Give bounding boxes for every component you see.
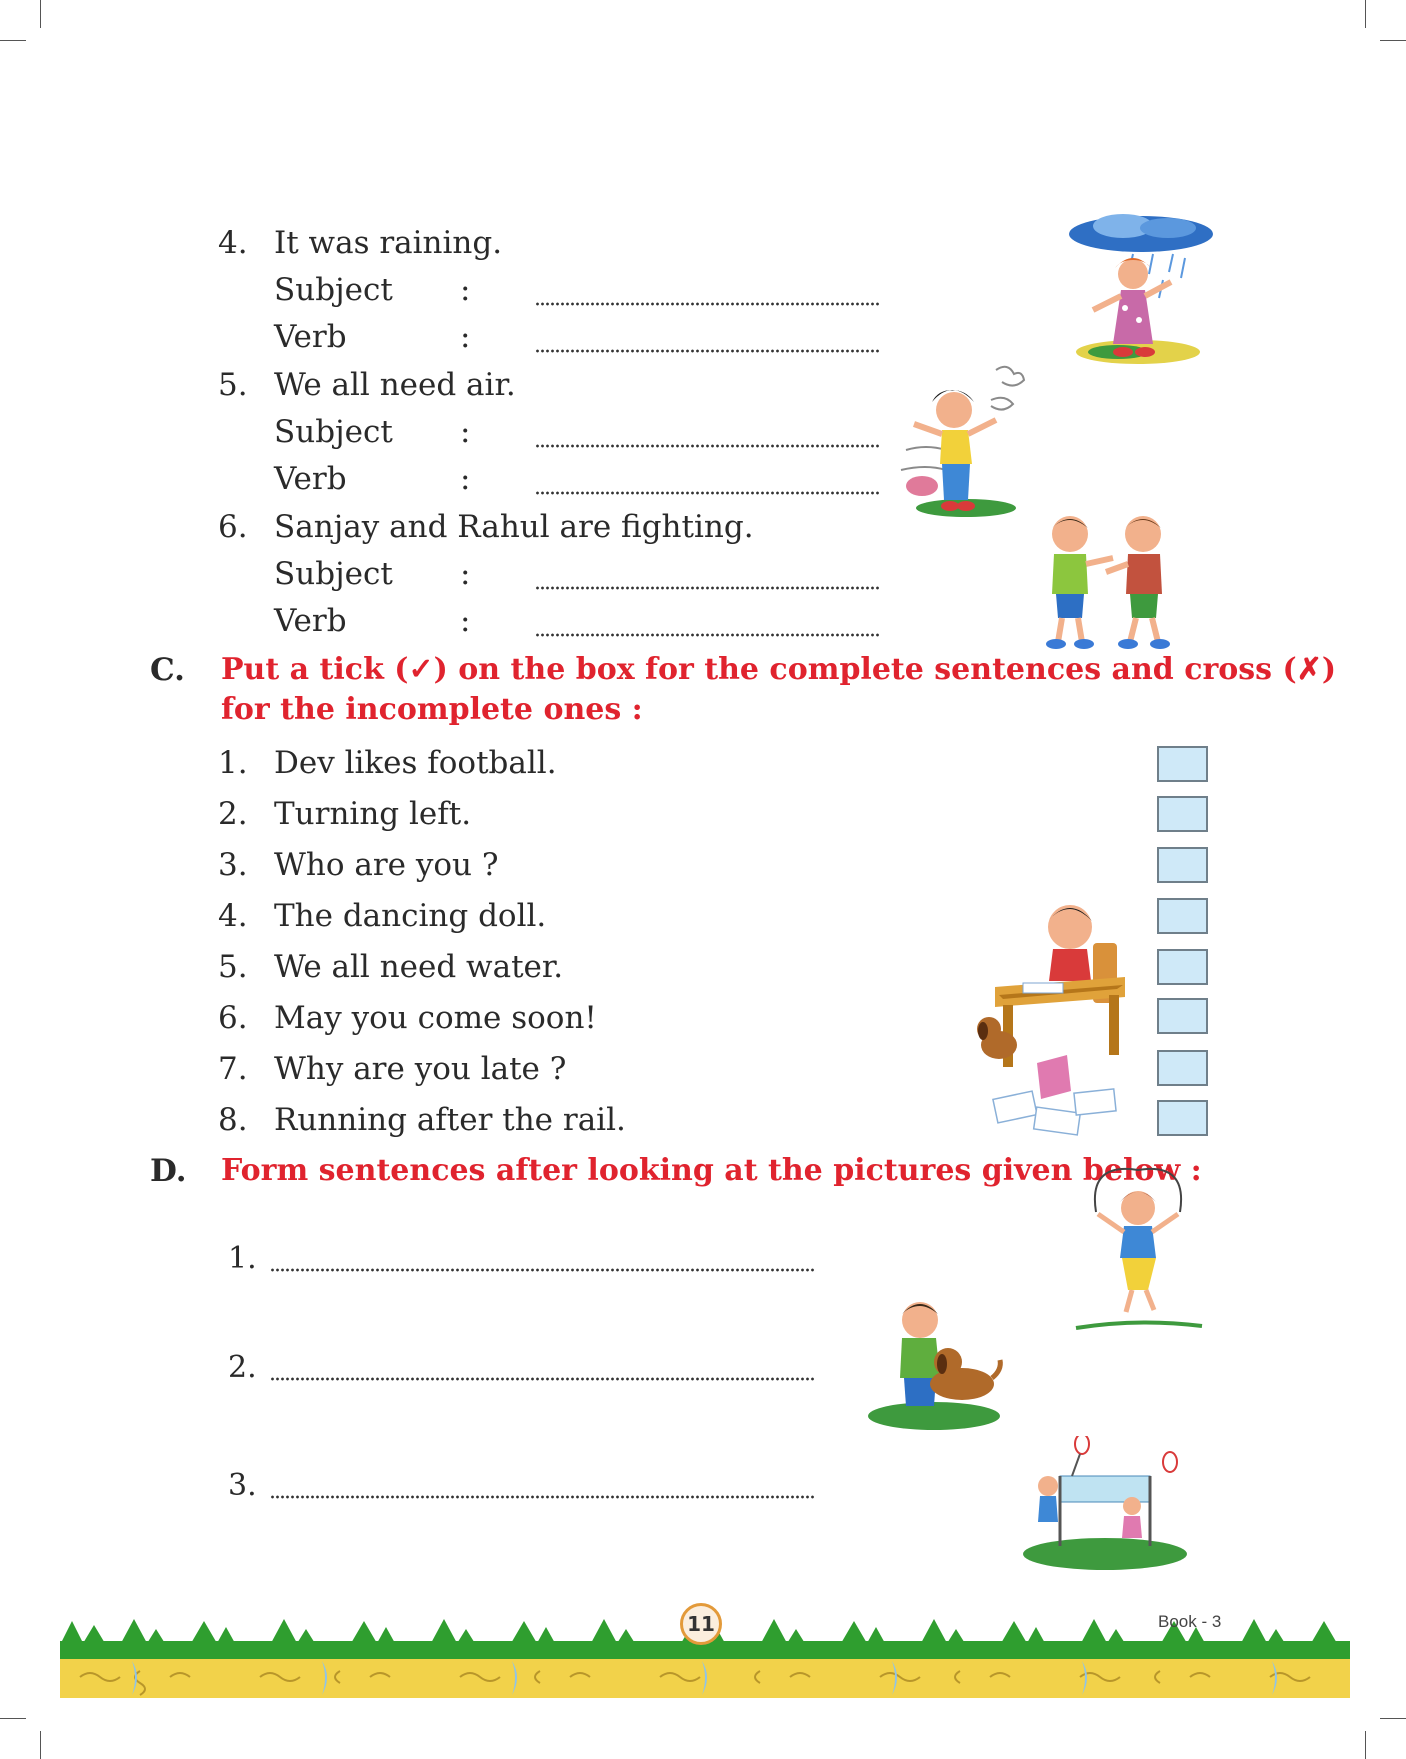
tick-box[interactable] [1157,1050,1208,1086]
sentence-answer-line[interactable] [270,1377,815,1381]
colon: : [460,556,471,592]
item-sentence: Dev likes football. [274,745,557,781]
item-number: 7. [218,1051,248,1087]
boys-fighting-illustration [1018,508,1198,653]
item-sentence: Turning left. [274,796,472,832]
section-letter-d: D. [150,1153,187,1189]
girl-in-rain-illustration [1063,212,1213,367]
section-letter-c: C. [150,652,185,688]
item-sentence: Who are you ? [274,847,499,883]
girl-in-wind-illustration [896,360,1036,520]
crop-mark [1380,40,1406,41]
item-sentence: May you come soon! [274,1000,597,1036]
item-number: 5. [218,949,248,985]
verb-label: Verb [274,319,347,355]
subject-label: Subject [274,414,393,450]
tick-box[interactable] [1157,949,1208,985]
boy-with-dog-illustration [862,1298,1012,1433]
crop-mark [1365,0,1366,28]
item-number: 1. [218,745,248,781]
subject-label: Subject [274,272,393,308]
line-number: 1. [228,1241,257,1276]
crop-mark [1365,1731,1366,1759]
verb-answer-line[interactable] [535,491,880,495]
colon: : [460,272,471,308]
verb-answer-line[interactable] [535,633,880,637]
subject-answer-line[interactable] [535,586,880,590]
item-number: 4. [218,898,248,934]
item-sentence: It was raining. [274,225,503,261]
tick-box[interactable] [1157,998,1208,1034]
tick-box[interactable] [1157,746,1208,782]
tick-box[interactable] [1157,847,1208,883]
item-sentence: Sanjay and Rahul are fighting. [274,509,754,545]
subject-label: Subject [274,556,393,592]
item-number: 3. [218,847,248,883]
item-number: 8. [218,1102,248,1138]
colon: : [460,319,471,355]
boy-at-desk-illustration [975,895,1145,1145]
tick-box[interactable] [1157,1100,1208,1136]
sentence-answer-line[interactable] [270,1495,815,1499]
tick-box[interactable] [1157,898,1208,934]
item-number: 6. [218,1000,248,1036]
crop-mark [0,1718,26,1719]
subject-answer-line[interactable] [535,444,880,448]
exercise-d-instruction: Form sentences after looking at the pictures given below : [221,1153,1202,1188]
exercise-c-instruction-line1: Put a tick (✓) on the box for the complete sentences and cross (✗) [221,652,1337,687]
verb-answer-line[interactable] [535,349,880,353]
colon: : [460,414,471,450]
crop-mark [40,0,41,28]
item-sentence: We all need water. [274,949,564,985]
sentence-answer-line[interactable] [270,1268,815,1272]
verb-label: Verb [274,603,347,639]
item-sentence: Running after the rail. [274,1102,626,1138]
badminton-illustration [1020,1436,1190,1571]
colon: : [460,603,471,639]
item-sentence: Why are you late ? [274,1051,567,1087]
crop-mark [1380,1718,1406,1719]
girl-skipping-illustration [1068,1162,1210,1334]
exercise-c-instruction-line2: for the incomplete ones : [221,692,643,727]
crop-mark [40,1731,41,1759]
item-sentence: We all need air. [274,367,516,403]
item-number: 4. [218,225,248,261]
crop-mark [0,40,26,41]
item-number: 6. [218,509,248,545]
colon: : [460,461,471,497]
item-number: 5. [218,367,248,403]
item-sentence: The dancing doll. [274,898,547,934]
book-label: Book - 3 [1158,1612,1222,1631]
tick-box[interactable] [1157,796,1208,832]
subject-answer-line[interactable] [535,302,880,306]
verb-label: Verb [274,461,347,497]
line-number: 3. [228,1468,257,1503]
page-number-badge: 11 [680,1603,722,1645]
line-number: 2. [228,1350,257,1385]
item-number: 2. [218,796,248,832]
